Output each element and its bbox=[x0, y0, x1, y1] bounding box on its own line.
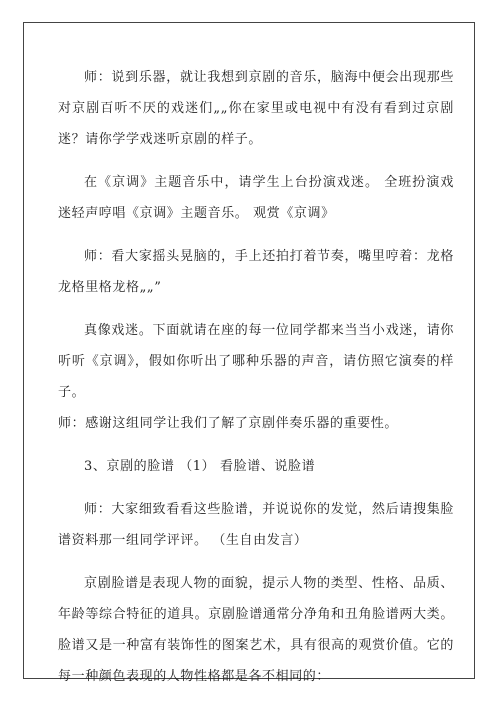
paragraph-3: 师：看大家摇头晃脑的，手上还拍打着节奏，嘴里哼着：龙格龙格里格龙格„„” bbox=[58, 249, 454, 295]
paragraph-4: 真像戏迷。下面就请在座的每一位同学都来当当小戏迷，请你听听《京调》，假如你听出了哪种乐器的声音，请仿照它演奏的样子。 bbox=[58, 323, 454, 400]
section-heading: 3、京剧的脸谱 （1） 看脸谱、说脸谱 bbox=[84, 459, 316, 474]
paragraph-6: 师：大家细致看看这些脸谱，并说说你的发觉，然后请搜集脸谱资料那一组同学评评。 （生自由发言） bbox=[58, 502, 454, 548]
paragraph-5: 师：感谢这组同学让我们了解了京剧伴奏乐器的重要性。 bbox=[58, 416, 399, 431]
paragraph-2: 在《京调》主题音乐中，请学生上台扮演戏迷。 全班扮演戏迷轻声哼唱《京调》主题音乐。 观赏《京调》 bbox=[58, 175, 454, 221]
paragraph-1: 师：说到乐器，就让我想到京剧的音乐，脑海中便会出现那些对京剧百听不厌的戏迷们„„你在家里或电视中有没有看到过京剧迷？请你学学戏迷听京剧的样子。 bbox=[58, 70, 454, 147]
document-body bbox=[58, 62, 454, 704]
paragraph-7: 京剧脸谱是表现人物的面貌，提示人物的类型、性格、品质、年龄等综合特征的道具。京剧脸谱通常分净角和丑角脸谱两大类。脸谱又是一种富有装饰性的图案艺术，具有很高的观赏价值。它的每一种颜色表现的人物性格都是各不相同的： bbox=[58, 576, 454, 684]
